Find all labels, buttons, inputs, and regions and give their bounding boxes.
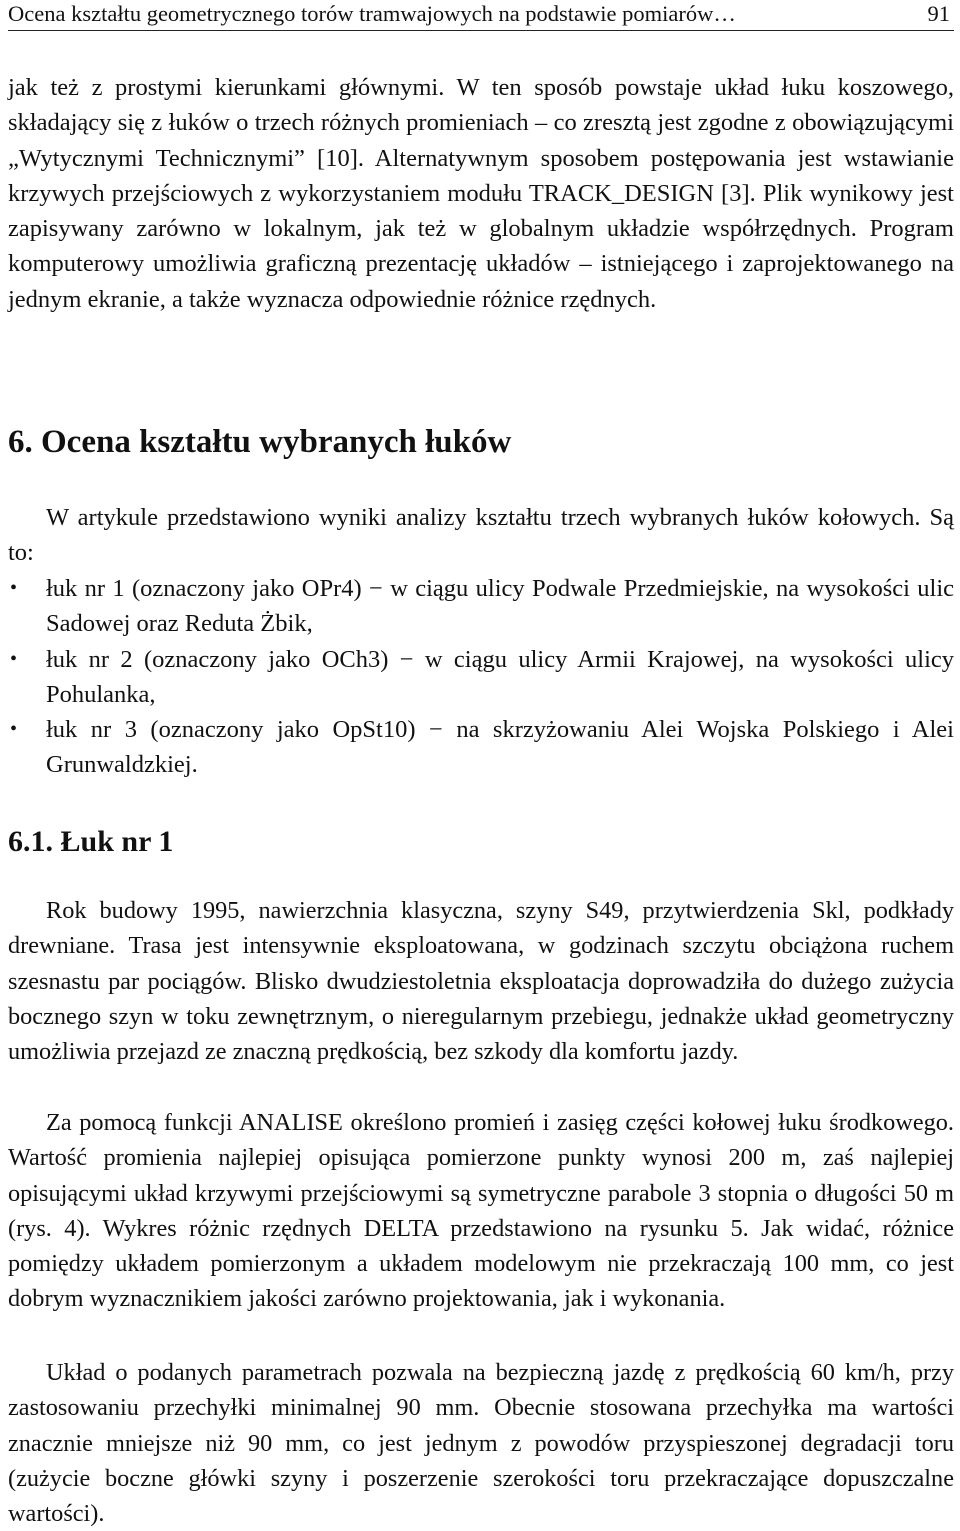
paragraph-track-design: jak też z prostymi kierunkami głównymi. W ten sposób powstaje układ łuku koszowego, składający się z łuków o trzech różnych promieniach – co zresztą jest zgodne z obowiązującymi „Wytycznymi Technicznymi” [10]. Alternatywnym sposobem postępowania jest wstawianie krzywych przejściowych z wykorzystaniem modułu TRACK_DESIGN [3]. Plik wynikowy jest zapisywany zarówno w lokalnym, jak też w globalnym układzie współrzędnych. Program komputerowy umożliwia graficzną prezentację układów – istniejącego i zaprojektowanego na jednym ekranie, a także wyznacza odpowiednie różnice rzędnych. bbox=[8, 74, 954, 313]
bullet-icon: • bbox=[10, 647, 18, 670]
page-number: 91 bbox=[927, 1, 950, 26]
list-item-text: łuk nr 2 (oznaczony jako OCh3) − w ciągu ulicy Armii Krajowej, na wysokości ulicy Pohulanka, bbox=[46, 645, 954, 708]
running-head bbox=[8, 0, 954, 31]
bullet-icon: • bbox=[10, 577, 18, 599]
list-item-text: łuk nr 3 (oznaczony jako OpSt10) − na skrzyżowaniu Alei Wojska Polskiego i Alei Grunwaldzkiej. bbox=[46, 716, 954, 779]
list-item bbox=[8, 642, 954, 713]
paragraph-intro-arcs: W artykule przedstawiono wyniki analizy kształtu trzech wybranych łuków kołowych. Są to: bbox=[8, 504, 954, 567]
section-heading-6-1: 6.1. Łuk nr 1 bbox=[8, 825, 174, 858]
paragraph-analise: Za pomocą funkcji ANALISE określono promień i zasięg części kołowej łuku środkowego. Wartość promienia najlepiej opisująca pomierzone punkty wynosi 200 m, zaś najlepiej opisującymi układ krzywymi przejściowymi są symetryczne parabole 3 stopnia o długości 50 m (rys. 4). Wykres różnic rzędnych DELTA przedstawiono na rysunku 5. Jak widać, różnice pomiędzy układem pomierzonym a układem modelowym nie przekraczają 100 mm, co jest dobrym wyznacznikiem jakości zarówno projektowania, jak i wykonania. bbox=[8, 1109, 954, 1313]
paragraph-speed: Układ o podanych parametrach pozwala na bezpieczną jazdę z prędkością 60 km/h, przy zastosowaniu przechyłki minimalnej 90 mm. Obecnie stosowana przechyłka ma wartości znacznie mniejsze niż 90 mm, co jest jednym z powodów przyspieszonej degradacji toru (zużycie boczne główki szyny i poszerzenie szerokości toru przekraczające dopuszczalne wartości). bbox=[8, 1359, 954, 1528]
bullet-icon: • bbox=[10, 718, 18, 741]
paragraph-construction: Rok budowy 1995, nawierzchnia klasyczna, szyny S49, przytwierdzenia Skl, podkłady drewniane. Trasa jest intensywnie eksploatowana, w godzinach szczytu obciążona ruchem szesnastu par pociągów. Blisko dwudziestoletnia eksploatacja doprowadziła do dużego zużycia bocznego szyn w toku zewnętrznym, o nieregularnym przebiegu, jednakże układ geometryczny umożliwia przejazd ze znaczną prędkością, bez szkody dla komfortu jazdy. bbox=[8, 897, 954, 1066]
list-item bbox=[8, 571, 954, 642]
running-head-title: Ocena kształtu geometrycznego torów tramwajowych na podstawie pomiarów… bbox=[8, 1, 736, 26]
list-item-text: łuk nr 1 (oznaczony jako OPr4) − w ciągu ulicy Podwale Przedmiejskie, na wysokości ulic Sadowej oraz Reduta Żbik, bbox=[46, 575, 954, 638]
arc-list bbox=[8, 571, 954, 783]
section-heading-6: 6. Ocena kształtu wybranych łuków bbox=[8, 424, 512, 460]
list-item bbox=[8, 712, 954, 783]
